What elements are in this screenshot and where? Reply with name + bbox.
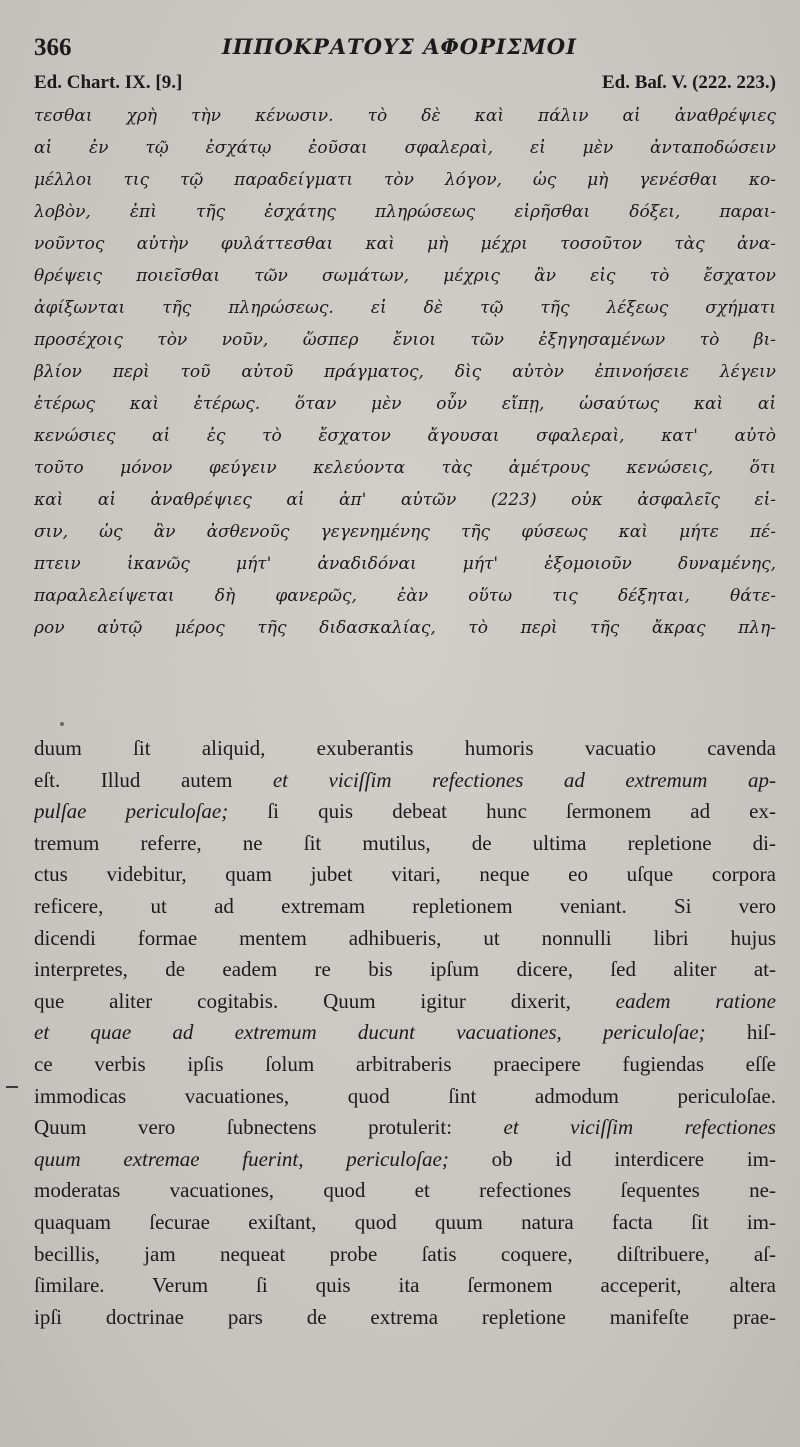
greek-text-line: παραλελείψεται δὴ φανερῶς, ἐὰν οὕτω τις δέξηται, θάτε- — [34, 586, 776, 606]
latin-italic-segment: quum extremae fuerint, periculoſae; — [34, 1146, 449, 1171]
latin-segment: reficere, ut ad extremam repletionem veniant. Si vero — [34, 893, 776, 918]
latin-segment: moderatas vacuationes, quod et refectiones ſequentes ne- — [34, 1178, 776, 1203]
latin-segment: quaquam ſecurae exiſtant, quod quum natura facta ſit im- — [34, 1209, 776, 1234]
latin-segment: immodicas vacuationes, quod ſint admodum periculoſae. — [34, 1083, 776, 1108]
greek-text-line: νοῦντος αὐτὴν φυλάττεσθαι καὶ μὴ μέχρι τοσοῦτον τὰς ἀνα- — [34, 234, 776, 254]
greek-text-line: ἀφίξωνται τῆς πληρώσεως. εἰ δὲ τῷ τῆς λέξεως σχήματι — [34, 298, 776, 318]
latin-segment: tremum referre, ne ſit mutilus, de ultima repletione di- — [34, 830, 776, 855]
page-number: 366 — [34, 34, 72, 61]
latin-text-line — [34, 859, 776, 891]
latin-text-line — [34, 923, 776, 955]
latin-segment: ſimilare. Verum ſi quis ita ſermonem acceperit, altera — [34, 1273, 776, 1298]
greek-text-line: θρέψεις ποιεῖσθαι τῶν σωμάτων, μέχρις ἂν εἰς τὸ ἔσχατον — [34, 266, 776, 286]
latin-italic-segment: pulſae periculoſae; — [34, 799, 229, 824]
greek-text-line: βλίον περὶ τοῦ αὐτοῦ πράγματος, δὶς αὐτὸν ἐπινοήσειε λέγειν — [34, 362, 776, 382]
latin-segment: becillis, jam nequeat probe ſatis coquere, diſtribuere, aſ- — [34, 1241, 776, 1266]
greek-text-line: ἑτέρως καὶ ἑτέρως. ὅταν μὲν οὖν εἴπῃ, ὡσαύτως καὶ αἱ — [34, 394, 776, 414]
greek-text-line: αἱ ἐν τῷ ἐσχάτῳ ἐοῦσαι σφαλεραὶ, εἰ μὲν ἀνταποδώσειν — [34, 138, 776, 158]
greek-text-line: κενώσιες αἱ ἐς τὸ ἔσχατον ἄγουσαι σφαλεραὶ, κατ' αὐτὸ — [34, 426, 776, 446]
latin-text-line — [34, 828, 776, 860]
latin-text-line — [34, 1017, 776, 1049]
latin-text-line — [34, 1112, 776, 1144]
latin-text-line — [34, 1207, 776, 1239]
latin-text-line — [34, 1049, 776, 1081]
latin-text-line — [34, 891, 776, 923]
latin-text-line — [34, 733, 776, 765]
latin-italic-segment: eadem ratione — [615, 988, 776, 1013]
page-header — [34, 30, 774, 66]
greek-text-line: τεσθαι χρὴ τὴν κένωσιν. τὸ δὲ καὶ πάλιν αἱ ἀναθρέψιες — [34, 106, 776, 126]
latin-segment: eſt. Illud autem — [34, 767, 273, 792]
latin-italic-segment: et quae ad extremum ducunt vacuationes, periculoſae; — [34, 1020, 706, 1045]
latin-text-line — [34, 1081, 776, 1113]
edition-reference-right: Ed. Baſ. V. (222. 223.) — [601, 72, 776, 93]
latin-text-line — [34, 1270, 776, 1302]
latin-translation-block — [34, 733, 776, 1333]
latin-text-line — [34, 1144, 776, 1176]
latin-segment: hiſ- — [705, 1020, 776, 1045]
greek-text-line: πτειν ἱκανῶς μήτ' ἀναδιδόναι μήτ' ἐξομοιοῦν δυναμένης, — [34, 554, 776, 574]
latin-segment: ctus videbitur, quam jubet vitari, neque eo uſque corpora — [34, 862, 776, 887]
latin-segment: duum ſit aliquid, exuberantis humoris vacuatio cavenda — [34, 736, 776, 760]
latin-segment: interpretes, de eadem re bis ipſum dicere, ſed aliter at- — [34, 957, 776, 982]
greek-text-line: προσέχοις τὸν νοῦν, ὥσπερ ἔνιοι τῶν ἐξηγησαμένων τὸ βι- — [34, 330, 776, 350]
edition-reference-line — [34, 72, 776, 100]
latin-text-line — [34, 796, 776, 828]
running-title: ΙΠΠΟΚΡΑΤΟΥΣ ΑΦΟΡΙΣΜΟΙ — [222, 34, 577, 59]
edition-reference-left: Ed. Chart. IX. [9.] — [34, 72, 183, 93]
greek-text-line: σιν, ὡς ἂν ἀσθενοῦς γεγενημένης τῆς φύσεως καὶ μήτε πέ- — [34, 522, 776, 542]
latin-segment: ce verbis ipſis ſolum arbitraberis praecipere fugiendas eſſe — [34, 1051, 776, 1076]
latin-text-line — [34, 954, 776, 986]
latin-segment: ipſi doctrinae pars de extrema repletione manifeſte prae- — [34, 1304, 776, 1329]
latin-text-line — [34, 986, 776, 1018]
latin-text-line — [34, 1239, 776, 1271]
latin-segment: que aliter cogitabis. Quum igitur dixerit, — [34, 988, 616, 1013]
latin-italic-segment: et viciſſim refectiones ad extremum ap- — [272, 767, 776, 792]
latin-text-line — [34, 765, 776, 797]
latin-italic-segment: et viciſſim refectiones — [503, 1115, 776, 1140]
latin-text-line — [34, 1175, 776, 1207]
greek-text-block — [34, 100, 776, 644]
greek-text-line: τοῦτο μόνον φεύγειν κελεύοντα τὰς ἀμέτρους κενώσεις, ὅτι — [34, 458, 776, 478]
greek-text-line: λοβὸν, ἐπὶ τῆς ἐσχάτης πληρώσεως εἰρῆσθαι δόξει, παραι- — [34, 202, 776, 222]
latin-segment: ob id interdicere im- — [448, 1146, 776, 1171]
latin-text-line — [34, 1302, 776, 1334]
greek-text-line: ρον αὐτῷ μέρος τῆς διδασκαλίας, τὸ περὶ τῆς ἄκρας πλη- — [34, 618, 776, 638]
greek-text-line: μέλλοι τις τῷ παραδείγματι τὸν λόγον, ὡς μὴ γενέσθαι κο- — [34, 170, 776, 190]
latin-segment: ſi quis debeat hunc ſermonem ad ex- — [228, 799, 776, 824]
latin-segment: Quum vero ſubnectens protulerit: — [34, 1115, 504, 1140]
latin-segment: dicendi formae mentem adhibueris, ut nonnulli libri hujus — [34, 925, 776, 950]
margin-mark — [6, 1086, 18, 1088]
print-speck — [60, 722, 64, 726]
greek-text-line: καὶ αἱ ἀναθρέψιες αἱ ἀπ' αὐτῶν (223) οὐκ ἀσφαλεῖς εἰ- — [34, 490, 776, 510]
